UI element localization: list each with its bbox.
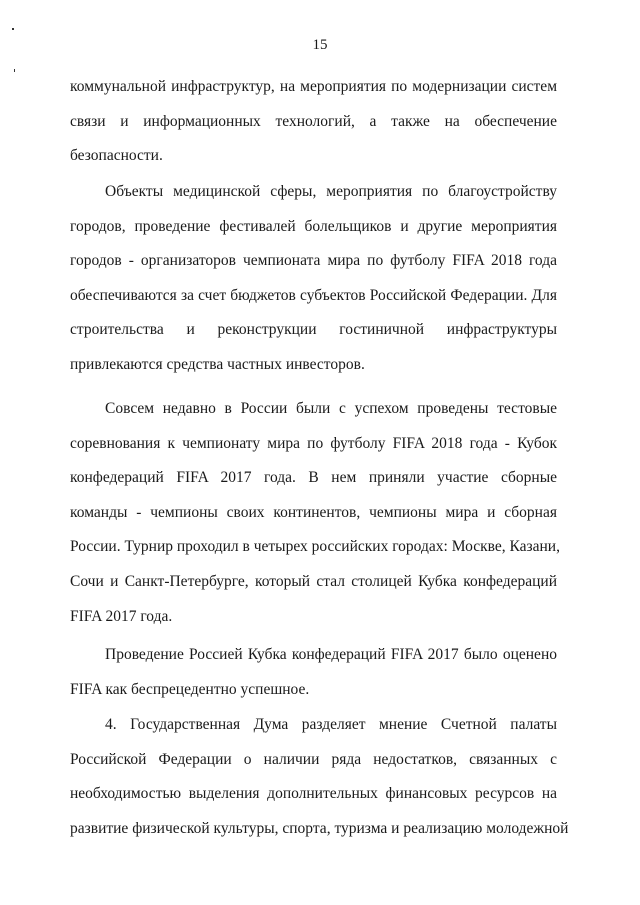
paragraph-1 [70,70,557,174]
text-line: команды - чемпионы своих континентов, чемпионы мира и сборная [70,503,557,521]
text-line: Объекты медицинской сферы, мероприятия по благоустройству [105,183,557,200]
text-line: России. Турнир проходил в четырех российских городах: Москве, Казани, [70,538,560,556]
text-line: связи и информационных технологий, а также на обеспечение [70,112,557,130]
text-line: Российской Федерации о наличии ряда недостатков, связанных с [70,750,557,768]
text-line: городов - организаторов чемпионата мира по футболу FIFA 2018 года [70,252,557,270]
paragraph-5 [70,708,569,846]
text-line: привлекаются средства частных инвесторов. [70,355,365,373]
text-line: Проведение Россией Кубка конфедераций FIFA 2017 было оценено [105,646,557,663]
text-line: коммунальной инфраструктур, на мероприятия по модернизации систем [70,78,557,95]
text-line: соревнования к чемпионату мира по футболу FIFA 2018 года - Кубок [70,434,557,452]
text-line: Совсем недавно в России были с успехом проведены тестовые [105,400,557,417]
text-line: необходимостью выделения дополнительных финансовых ресурсов на [70,785,557,803]
page-number: 15 [312,37,328,53]
paragraph-3 [70,392,560,634]
text-line: 4. Государственная Дума разделяет мнение Счетной палаты [105,716,557,733]
paragraph-4 [70,638,557,707]
text-line: FIFA как беспрецедентно успешное. [70,680,310,698]
text-line: Сочи и Санкт-Петербурге, который стал столицей Кубка конфедераций [70,572,557,590]
text-line: строительства и реконструкции гостиничной инфраструктуры [70,321,557,339]
text-line: безопасности. [70,147,163,165]
scan-speck [14,69,15,72]
text-line: конфедераций FIFA 2017 года. В нем приняли участие сборные [70,469,557,487]
scan-speck [12,28,14,30]
text-line: развитие физической культуры, спорта, туризма и реализацию молодежной [70,819,569,837]
text-line: FIFA 2017 года. [70,607,173,625]
text-line: обеспечиваются за счет бюджетов субъектов Российской Федерации. Для [70,286,557,304]
text-line: городов, проведение фестивалей болельщиков и другие мероприятия [70,217,557,235]
paragraph-2 [70,175,557,383]
